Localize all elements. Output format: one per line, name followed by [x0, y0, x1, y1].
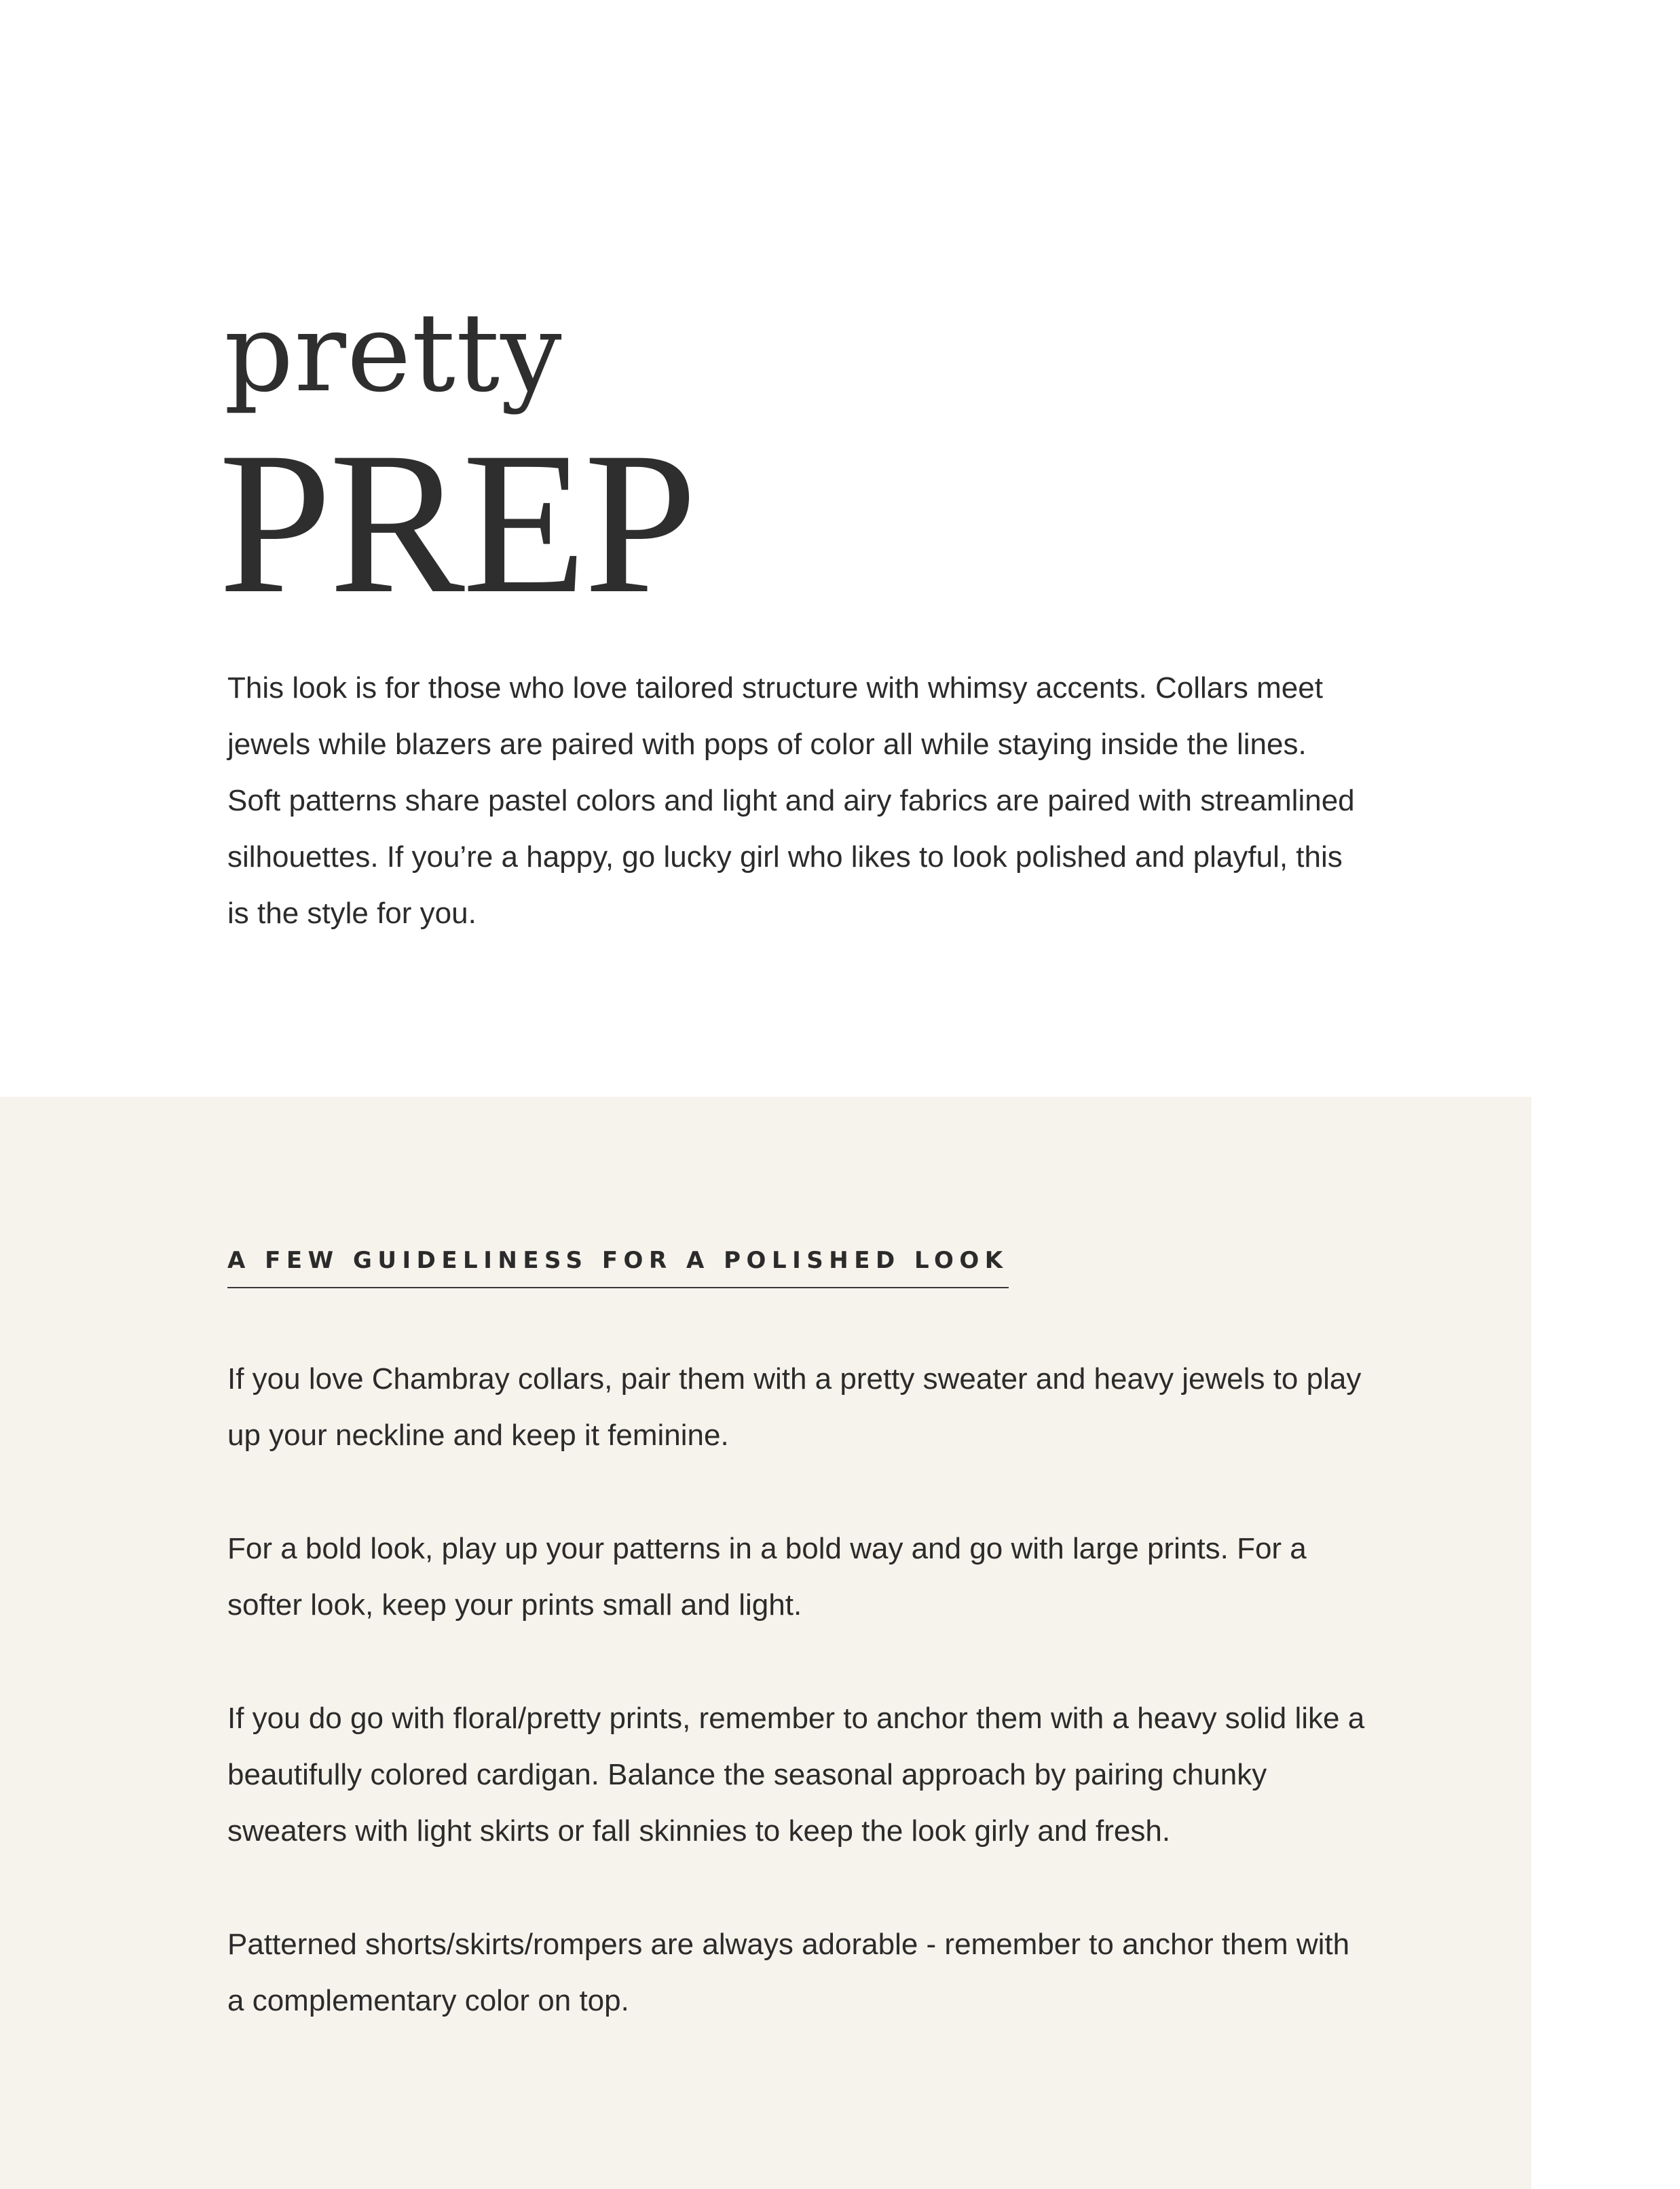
title-pretty: pretty [224, 289, 563, 416]
guideline-item: Patterned shorts/skirts/rompers are always adorable - remember to anchor them with a complementary color on top. [227, 1928, 1350, 2017]
guidelines-list [227, 1351, 1368, 2086]
intro-paragraph: This look is for those who love tailored structure with whimsy accents. Collars meet jewels while blazers are paired with pops of color all while staying inside the lines. Soft patterns share pastel colors and light and airy fabrics are paired with streamlined silhouettes. If you’re a happy, go lucky girl who likes to look polished and playful, this is the style for you. [227, 671, 1355, 930]
guideline-item: For a bold look, play up your patterns in a bold way and go with large prints. For a softer look, keep your prints small and light. [227, 1532, 1307, 1622]
title-prep: PREP [219, 410, 695, 635]
guidelines-heading: A FEW GUIDELINESS FOR A POLISHED LOOK [227, 1249, 1009, 1288]
guideline-item: If you love Chambray collars, pair them with a pretty sweater and heavy jewels to play up your neckline and keep it feminine. [227, 1362, 1362, 1452]
guideline-item: If you do go with floral/pretty prints, remember to anchor them with a heavy solid like a beautifully colored cardigan. Balance the seasonal approach by pairing chunky sweaters with light skirts or fall skinnies to keep the look girly and fresh. [227, 1702, 1365, 1848]
